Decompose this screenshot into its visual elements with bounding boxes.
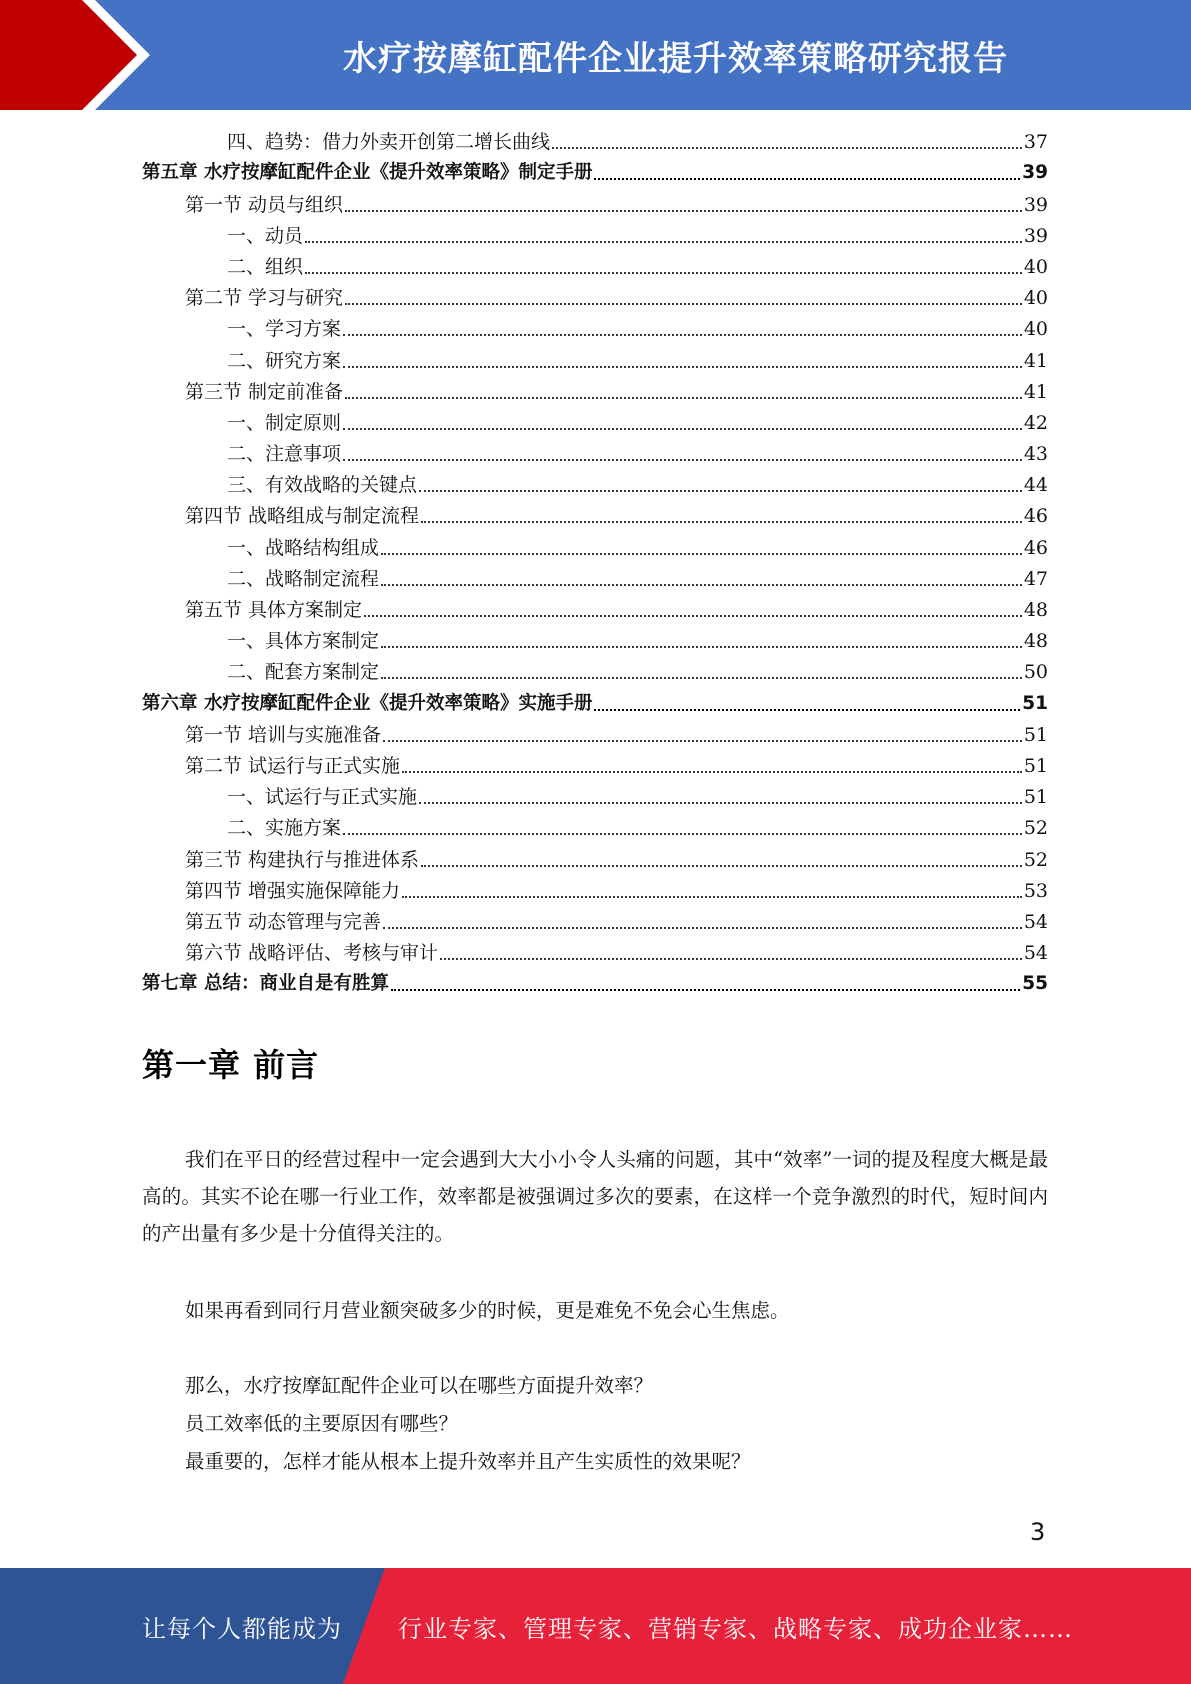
toc-section-entry[interactable]	[142, 938, 1048, 969]
toc-entry-page: 39	[1023, 193, 1048, 216]
toc-dot-leader	[381, 677, 1022, 679]
intro-paragraph-2: 如果再看到同行月营业额突破多少的时候，更是难免不免会心生焦虑。	[185, 1299, 790, 1322]
toc-entry-title: 第六章 水疗按摩缸配件企业《提升效率策略》实施手册	[142, 692, 593, 714]
toc-entry-page: 53	[1023, 879, 1048, 902]
toc-section-entry[interactable]	[142, 720, 1048, 751]
toc-entry-page: 40	[1023, 318, 1048, 341]
toc-subsection-entry[interactable]	[142, 408, 1048, 439]
toc-chapter-entry[interactable]	[142, 158, 1048, 189]
toc-entry-title: 一、学习方案	[227, 318, 342, 341]
toc-entry-page: 51	[1023, 786, 1048, 809]
page-number: 3	[1030, 1518, 1046, 1546]
toc-entry-page: 54	[1023, 910, 1048, 933]
chapter-title: 第一章 前言	[142, 1046, 320, 1084]
toc-subsection-entry[interactable]	[142, 345, 1048, 376]
toc-entry-title: 第七章 总结：商业自是有胜算	[142, 973, 389, 995]
toc-subsection-entry[interactable]	[142, 782, 1048, 813]
toc-entry-title: 一、动员	[227, 224, 304, 247]
toc-entry-page: 40	[1023, 287, 1048, 310]
toc-dot-leader	[421, 865, 1022, 867]
toc-entry-title: 一、战略结构组成	[227, 536, 380, 559]
toc-entry-title: 二、配套方案制定	[227, 661, 380, 684]
toc-entry-page: 46	[1023, 505, 1048, 528]
toc-dot-leader	[345, 210, 1022, 212]
toc-chapter-entry[interactable]	[142, 688, 1048, 719]
toc-entry-page: 41	[1023, 380, 1048, 403]
toc-section-entry[interactable]	[142, 751, 1048, 782]
toc-entry-title: 二、实施方案	[227, 817, 342, 840]
toc-entry-page: 54	[1023, 942, 1048, 965]
toc-dot-leader	[402, 771, 1022, 773]
toc-entry-title: 二、战略制定流程	[227, 567, 380, 590]
toc-section-entry[interactable]	[142, 189, 1048, 220]
toc-entry-page: 47	[1023, 567, 1048, 590]
toc-dot-leader	[419, 490, 1022, 492]
toc-dot-leader	[345, 303, 1022, 305]
toc-entry-title: 第三节 制定前准备	[185, 380, 344, 403]
toc-entry-page: 39	[1023, 224, 1048, 247]
toc-dot-leader	[552, 147, 1022, 149]
toc-dot-leader	[343, 334, 1022, 336]
question-line: 员工效率低的主要原因有哪些？	[185, 1412, 459, 1435]
toc-entry-title: 一、制定原则	[227, 411, 342, 434]
toc-subsection-entry[interactable]	[142, 252, 1048, 283]
toc-entry-title: 第二节 试运行与正式实施	[185, 754, 401, 777]
toc-entry-title: 第六节 战略评估、考核与审计	[185, 942, 439, 965]
toc-entry-page: 51	[1023, 723, 1048, 746]
toc-section-entry[interactable]	[142, 844, 1048, 875]
toc-entry-page: 51	[1023, 754, 1048, 777]
toc-subsection-entry[interactable]	[142, 813, 1048, 844]
toc-subsection-entry[interactable]	[142, 470, 1048, 501]
toc-entry-page: 37	[1023, 131, 1048, 154]
toc-dot-leader	[381, 646, 1022, 648]
intro-paragraph: 我们在平日的经营过程中一定会遇到大大小小令人头痛的问题，其中“效率”一词的提及程度大概是最高的。其实不论在哪一行业工作，效率都是被强调过多次的要素，在这样一个竞争激烈的时代，短时间内的产出量有多少是十分值得关注的。	[142, 1148, 1048, 1245]
toc-dot-leader	[383, 740, 1022, 742]
toc-dot-leader	[381, 553, 1022, 555]
page-footer	[0, 1568, 1191, 1684]
toc-dot-leader	[345, 397, 1022, 399]
toc-entry-title: 第四节 增强实施保障能力	[185, 879, 401, 902]
toc-entry-page: 42	[1023, 411, 1048, 434]
toc-dot-leader	[402, 896, 1022, 898]
toc-section-entry[interactable]	[142, 595, 1048, 626]
toc-dot-leader	[343, 459, 1022, 461]
toc-entry-page: 50	[1023, 661, 1048, 684]
toc-dot-leader	[305, 272, 1022, 274]
toc-dot-leader	[421, 521, 1022, 523]
toc-entry-page: 40	[1023, 255, 1048, 278]
toc-entry-page: 48	[1023, 599, 1048, 621]
question-line: 那么，水疗按摩缸配件企业可以在哪些方面提升效率？	[185, 1374, 654, 1397]
toc-subsection-entry[interactable]	[142, 221, 1048, 252]
toc-subsection-entry[interactable]	[142, 564, 1048, 595]
toc-entry-page: 39	[1022, 162, 1048, 184]
toc-chapter-entry[interactable]	[142, 969, 1048, 1000]
toc-entry-page: 52	[1023, 848, 1048, 871]
toc-entry-title: 二、组织	[227, 255, 304, 278]
table-of-contents	[142, 127, 1048, 1000]
toc-entry-title: 第一节 动员与组织	[185, 193, 344, 216]
toc-dot-leader	[343, 366, 1022, 368]
toc-entry-title: 三、有效战略的关键点	[227, 474, 418, 497]
toc-subsection-entry[interactable]	[142, 314, 1048, 345]
toc-entry-title: 第二节 学习与研究	[185, 287, 344, 310]
toc-entry-title: 第四节 战略组成与制定流程	[185, 505, 420, 528]
header-title: 水疗按摩缸配件企业提升效率策略研究报告	[343, 38, 1008, 79]
header-arrow-decoration	[0, 0, 180, 110]
toc-entry-page: 41	[1023, 349, 1048, 372]
footer-slogan-left: 让每个人都能成为	[142, 1614, 342, 1643]
toc-dot-leader	[364, 615, 1022, 617]
toc-entry-title: 第五章 水疗按摩缸配件企业《提升效率策略》制定手册	[142, 162, 593, 184]
toc-dot-leader	[343, 833, 1022, 835]
toc-section-entry[interactable]	[142, 876, 1048, 907]
toc-entry-title: 一、具体方案制定	[227, 630, 380, 653]
page-header	[0, 0, 1191, 110]
toc-dot-leader	[594, 709, 1020, 711]
toc-dot-leader	[391, 989, 1020, 991]
toc-entry-page: 44	[1023, 474, 1048, 497]
toc-entry-page: 51	[1022, 692, 1048, 714]
toc-section-entry[interactable]	[142, 907, 1048, 938]
toc-entry-title: 二、注意事项	[227, 443, 342, 466]
toc-dot-leader	[383, 927, 1022, 929]
toc-section-entry[interactable]	[142, 283, 1048, 314]
toc-entry-title: 第三节 构建执行与推进体系	[185, 848, 420, 871]
toc-entry-page: 43	[1023, 443, 1048, 466]
toc-dot-leader	[343, 428, 1022, 430]
toc-dot-leader	[440, 958, 1022, 960]
toc-entry-title: 二、研究方案	[227, 349, 342, 372]
toc-dot-leader	[381, 584, 1022, 586]
toc-subsection-entry[interactable]	[142, 127, 1048, 158]
toc-subsection-entry[interactable]	[142, 657, 1048, 688]
toc-entry-page: 55	[1022, 973, 1048, 995]
toc-dot-leader	[594, 178, 1020, 180]
toc-entry-title: 第五节 具体方案制定	[185, 599, 363, 621]
question-line: 最重要的，怎样才能从根本上提升效率并且产生实质性的效果呢？	[185, 1450, 751, 1473]
toc-entry-page: 48	[1023, 630, 1048, 653]
toc-subsection-entry[interactable]	[142, 626, 1048, 657]
toc-entry-title: 第五节 动态管理与完善	[185, 910, 382, 933]
toc-entry-title: 四、趋势：借力外卖开创第二增长曲线	[227, 131, 551, 154]
toc-section-entry[interactable]	[142, 501, 1048, 532]
toc-subsection-entry[interactable]	[142, 439, 1048, 470]
toc-entry-page: 52	[1023, 817, 1048, 840]
toc-dot-leader	[419, 802, 1022, 804]
toc-section-entry[interactable]	[142, 377, 1048, 408]
toc-subsection-entry[interactable]	[142, 532, 1048, 563]
toc-entry-page: 46	[1023, 536, 1048, 559]
footer-slogan-right: 行业专家、管理专家、营销专家、战略专家、成功企业家……	[398, 1614, 1073, 1643]
toc-entry-title: 第一节 培训与实施准备	[185, 723, 382, 746]
toc-dot-leader	[305, 241, 1022, 243]
toc-entry-title: 一、试运行与正式实施	[227, 786, 418, 809]
